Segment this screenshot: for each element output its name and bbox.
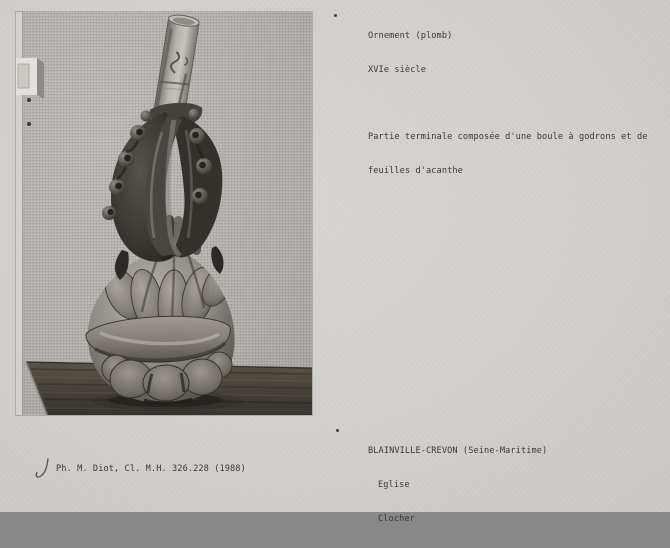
credit-line: Ph. M. Diot, Cl. M.H. 326.228 (1988) bbox=[56, 464, 246, 474]
screw-dot bbox=[27, 98, 31, 102]
bullet-dot-bottom bbox=[336, 429, 339, 432]
caption-location-building: Eglise bbox=[378, 480, 410, 491]
caption-object-line3: Partie terminale composée d'une boule à godrons et de bbox=[368, 132, 648, 143]
screw-dot bbox=[27, 122, 31, 126]
caption-object-line2: XVIe siècle bbox=[368, 65, 427, 76]
caption-object-line1: Ornement (plomb) bbox=[368, 30, 453, 41]
caption-location bbox=[368, 423, 547, 548]
bullet-dot-top bbox=[334, 14, 337, 17]
caption-location-commune: BLAINVILLE-CREVON (Seine-Maritime) bbox=[368, 445, 548, 456]
caption-object-line4: feuilles d'acanthe bbox=[368, 166, 463, 177]
photo-scene bbox=[16, 12, 312, 415]
caption-gap bbox=[368, 99, 648, 109]
acanthus-leaves bbox=[102, 109, 223, 281]
caption-location-part: Clocher bbox=[378, 514, 415, 525]
pen-mark bbox=[33, 456, 53, 482]
caption-object bbox=[368, 8, 648, 201]
ornament-finial bbox=[86, 13, 240, 403]
photograph bbox=[16, 12, 312, 415]
